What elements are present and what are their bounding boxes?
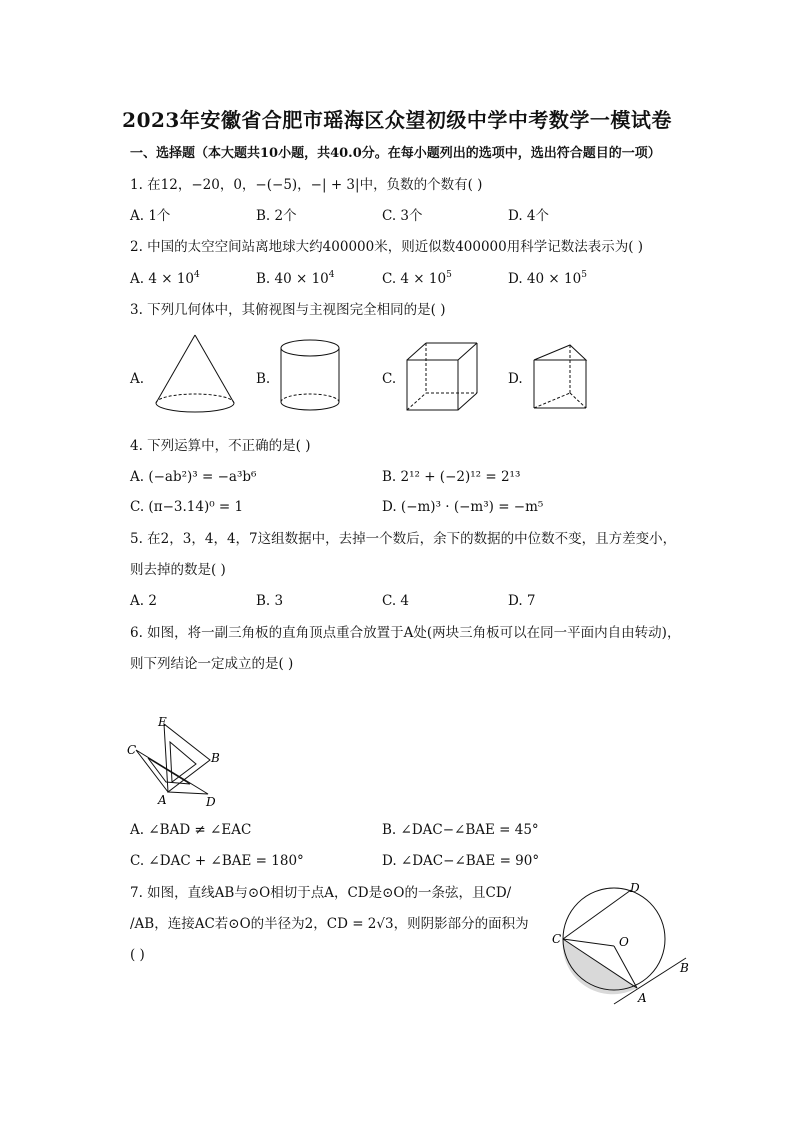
label-d: D bbox=[206, 795, 216, 809]
set-squares-figure bbox=[124, 712, 234, 810]
q2-option-d bbox=[508, 270, 587, 288]
q4-option-b: B. 2¹² + (−2)¹² = 2¹³ bbox=[382, 469, 521, 485]
triangular-prism-figure bbox=[530, 342, 592, 414]
q2-option-c-exp: 5 bbox=[446, 270, 452, 280]
q2-option-a-exp: 4 bbox=[194, 270, 200, 280]
q4-option-a: A. (−ab²)³ = −a³b⁶ bbox=[130, 469, 257, 485]
question-5-stem-line-2: 则去掉的数是( ) bbox=[130, 562, 226, 578]
label-c: C bbox=[127, 743, 137, 757]
label-a: A bbox=[158, 793, 167, 807]
cube-figure bbox=[404, 340, 480, 414]
q5-option-b: B. 3 bbox=[256, 593, 284, 609]
q2-option-b bbox=[256, 270, 335, 288]
question-7-stem-line-2: /AB，连接AC若⊙O的半径为2，CD = 2√3，则阴影部分的面积为 bbox=[130, 916, 529, 932]
circle-tangent-figure bbox=[546, 876, 696, 1008]
question-4-stem: 4. 下列运算中，不正确的是( ) bbox=[130, 438, 311, 454]
q5-option-a: A. 2 bbox=[130, 593, 157, 609]
label-o: O bbox=[619, 935, 629, 949]
q3-option-d: D. bbox=[508, 371, 523, 387]
q1-option-d: D. 4个 bbox=[508, 208, 550, 224]
q2-option-d-base: D. 40 × 10 bbox=[508, 271, 582, 287]
q3-option-b: B. bbox=[256, 371, 271, 387]
q5-option-d: D. 7 bbox=[508, 593, 536, 609]
question-7-stem-line-3: ( ) bbox=[130, 947, 145, 963]
q1-option-c: C. 3个 bbox=[382, 208, 423, 224]
q2-option-c-base: C. 4 × 10 bbox=[382, 271, 447, 287]
q6-option-d: D. ∠DAC−∠BAE = 90° bbox=[382, 853, 540, 869]
question-6-stem-line-2: 则下列结论一定成立的是( ) bbox=[130, 656, 294, 672]
label-a: A bbox=[638, 991, 647, 1005]
page-title: 2023年安徽省合肥市瑶海区众望初级中学中考数学一模试卷 bbox=[122, 108, 672, 132]
question-3-stem: 3. 下列几何体中，其俯视图与主视图完全相同的是( ) bbox=[130, 302, 446, 318]
q3-option-c: C. bbox=[382, 371, 397, 387]
section-header: 一、选择题（本大题共10小题，共40.0分。在每小题列出的选项中，选出符合题目的一项） bbox=[130, 146, 661, 161]
question-7-stem-line-1: 7. 如图，直线AB与⊙O相切于点A，CD是⊙O的一条弦，且CD/ bbox=[130, 885, 512, 901]
q2-option-a-base: A. 4 × 10 bbox=[130, 271, 194, 287]
label-b: B bbox=[680, 961, 689, 975]
question-2-stem: 2. 中国的太空空间站离地球大约400000米，则近似数400000用科学记数法表示为( ) bbox=[130, 239, 644, 255]
q3-option-a: A. bbox=[130, 371, 145, 387]
label-d: D bbox=[630, 881, 640, 895]
q2-option-a bbox=[130, 270, 200, 288]
cylinder-figure bbox=[278, 336, 344, 416]
question-1-stem: 1. 在12，−20，0，−(−5)，−| + 3|中，负数的个数有( ) bbox=[130, 177, 483, 193]
q2-option-b-exp: 4 bbox=[328, 270, 335, 280]
question-6-stem-line-1: 6. 如图，将一副三角板的直角顶点重合放置于A处(两块三角板可以在同一平面内自由转动)， bbox=[130, 625, 681, 641]
q6-option-b: B. ∠DAC−∠BAE = 45° bbox=[382, 822, 539, 838]
q1-option-a: A. 1个 bbox=[130, 208, 171, 224]
q6-option-a: A. ∠BAD ≠ ∠EAC bbox=[130, 822, 252, 838]
q2-option-c bbox=[382, 270, 452, 288]
q2-option-b-base: B. 40 × 10 bbox=[256, 271, 329, 287]
cone-figure bbox=[150, 332, 240, 418]
q2-option-d-exp: 5 bbox=[581, 270, 587, 280]
label-b: B bbox=[211, 751, 220, 765]
q5-option-c: C. 4 bbox=[382, 593, 410, 609]
q1-option-b: B. 2个 bbox=[256, 208, 297, 224]
question-5-stem-line-1: 5. 在2，3，4，4，7这组数据中，去掉一个数后，余下的数据的中位数不变，且方差变小， bbox=[130, 531, 677, 547]
q6-option-c: C. ∠DAC + ∠BAE = 180° bbox=[130, 853, 304, 869]
q4-option-d: D. (−m)³ · (−m³) = −m⁵ bbox=[382, 499, 544, 515]
label-c: C bbox=[552, 932, 562, 946]
label-e: E bbox=[158, 715, 167, 729]
q4-option-c: C. (π−3.14)⁰ = 1 bbox=[130, 499, 244, 515]
